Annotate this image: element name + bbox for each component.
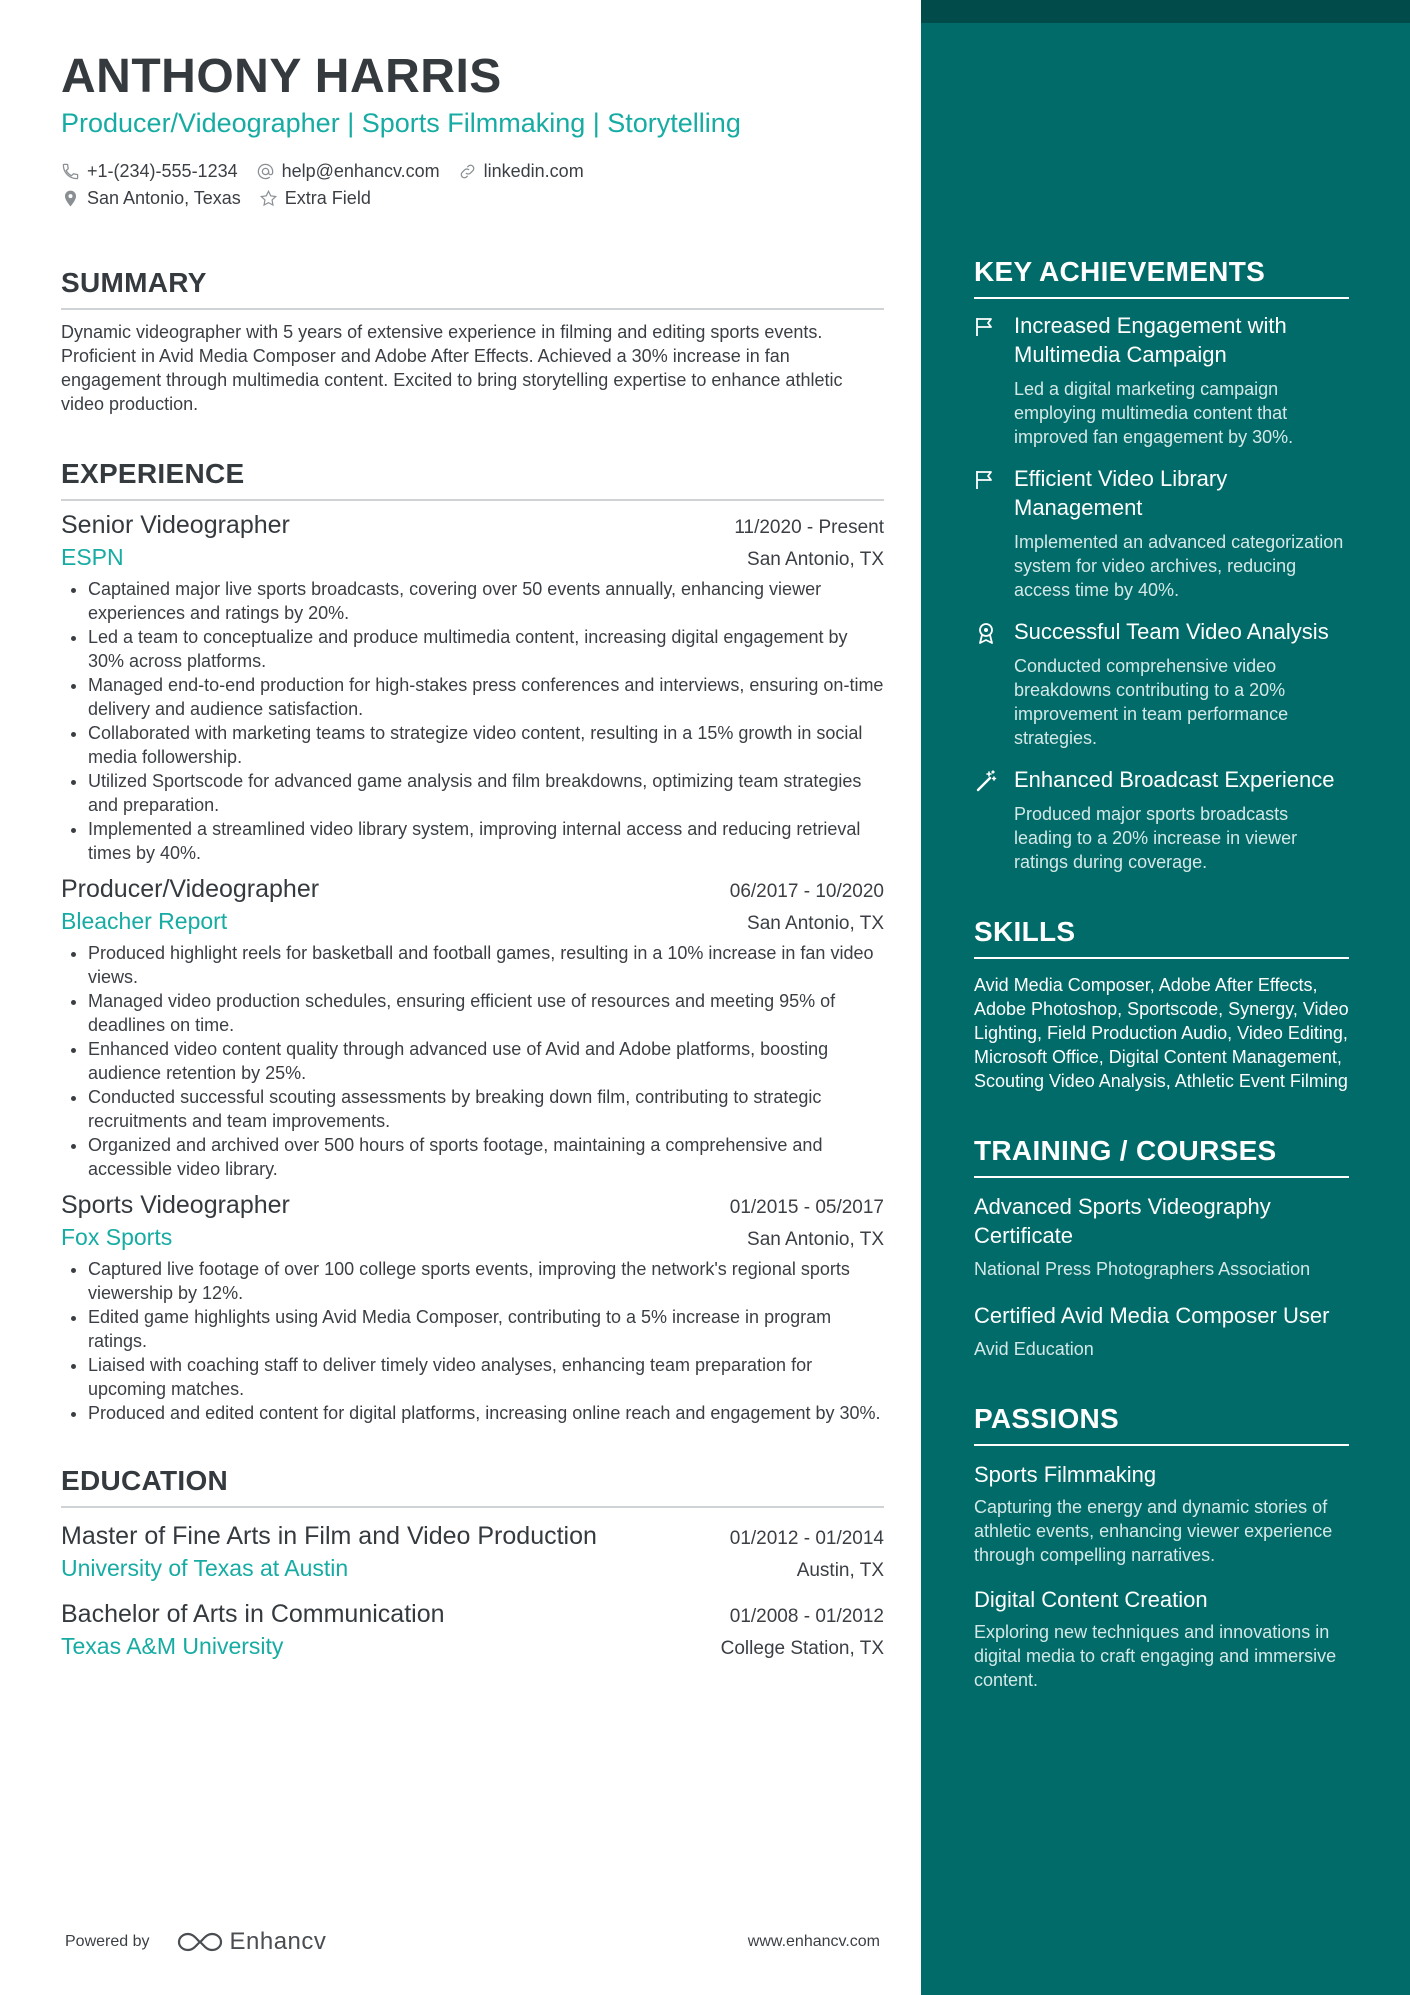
- job-location: San Antonio, TX: [747, 913, 884, 934]
- sidebar-top-band: [921, 0, 1410, 23]
- course-provider: National Press Photographers Association: [974, 1259, 1311, 1279]
- passions-title: PASSIONS: [974, 1403, 1349, 1446]
- training-section: [974, 1135, 1349, 1361]
- bullet: • Produced highlight reels for basketball and football games, resulting in a 10% increase in fan video views.: [88, 941, 884, 989]
- achievement-title: Efficient Video Library Management: [1014, 466, 1228, 520]
- sidebar-column: [974, 256, 1349, 1692]
- achievement-title: Increased Engagement with Multimedia Campaign: [1014, 313, 1287, 367]
- education-entry: [61, 1522, 884, 1582]
- flag-icon: [974, 315, 998, 339]
- school: University of Texas at Austin: [61, 1555, 349, 1581]
- email-text: help@enhancv.com: [281, 161, 440, 181]
- passion-desc: Exploring new techniques and innovations in digital media to craft engaging and immersive content.: [974, 1622, 1337, 1690]
- headline: Producer/Videographer | Sports Filmmaking | Storytelling: [61, 108, 741, 138]
- skills-section: [974, 916, 1349, 1093]
- job-bullets: [61, 941, 884, 1181]
- bullet: • Conducted successful scouting assessments by breaking down film, contributing to strategic recruitments and team improvements.: [88, 1085, 884, 1133]
- achievement-desc: Implemented an advanced categorization system for video archives, reducing access time by 40%.: [1014, 532, 1344, 600]
- location-contact: [61, 188, 241, 209]
- experience-section: [61, 458, 884, 1425]
- course-title: Advanced Sports Videography Certificate: [974, 1194, 1271, 1248]
- powered-by: [65, 1928, 326, 1956]
- link-icon: [458, 162, 477, 181]
- contact-info: [61, 158, 884, 212]
- location-pin-icon: [61, 189, 80, 208]
- bullet: • Managed end-to-end production for high-stakes press conferences and interviews, ensuring on-time delivery and audience satisfaction.: [88, 673, 884, 721]
- experience-title: EXPERIENCE: [61, 458, 884, 501]
- job-dates: 01/2015 - 05/2017: [729, 1197, 884, 1218]
- extra-field-text: Extra Field: [284, 188, 371, 208]
- education-title: EDUCATION: [61, 1465, 884, 1508]
- bullet: • Captained major live sports broadcasts, covering over 50 events annually, enhancing viewer experiences and ratings by 20%.: [88, 577, 884, 625]
- job-role: Senior Videographer: [61, 511, 290, 539]
- job-bullets: [61, 1257, 884, 1425]
- candidate-name: ANTHONY HARRIS: [61, 50, 502, 103]
- linkedin-text: linkedin.com: [483, 161, 584, 181]
- email-contact[interactable]: [256, 161, 440, 182]
- bullet: • Led a team to conceptualize and produce multimedia content, increasing digital engagement by 30% across platforms.: [88, 625, 884, 673]
- job-role: Sports Videographer: [61, 1191, 290, 1219]
- job-role: Producer/Videographer: [61, 875, 320, 903]
- job-company: Bleacher Report: [61, 908, 228, 934]
- achievements-section: [974, 256, 1349, 874]
- passion-title: Sports Filmmaking: [974, 1462, 1157, 1487]
- bullet: • Implemented a streamlined video library system, improving internal access and reducing retrieval times by 40%.: [88, 817, 884, 865]
- summary-title: SUMMARY: [61, 267, 884, 310]
- job-entry: [61, 511, 884, 865]
- enhancv-logo-icon: [176, 1929, 224, 1955]
- summary-text: Dynamic videographer with 5 years of extensive experience in filming and editing sports events. Proficient in Avid Media Composer and Adobe After Effects. Achieved a 30% increase in fan engagement through multimedia content. Excited to bring storytelling expertise to enhance athletic video production.: [61, 322, 843, 414]
- course-item: [974, 1192, 1349, 1281]
- bullet: • Produced and edited content for digital platforms, increasing online reach and engagement by 30%.: [88, 1401, 884, 1425]
- edu-location: Austin, TX: [796, 1560, 884, 1581]
- brand-name: Enhancv: [229, 1928, 327, 1955]
- bullet: • Enhanced video content quality through advanced use of Avid and Adobe platforms, boosting audience retention by 25%.: [88, 1037, 884, 1085]
- phone-contact[interactable]: [61, 161, 238, 182]
- award-icon: [974, 621, 998, 645]
- bullet: • Organized and archived over 500 hours of sports footage, maintaining a comprehensive and accessible video library.: [88, 1133, 884, 1181]
- job-dates: 11/2020 - Present: [734, 517, 884, 538]
- bullet: • Edited game highlights using Avid Media Composer, contributing to a 5% increase in program ratings.: [88, 1305, 884, 1353]
- education-section: [61, 1465, 884, 1660]
- achievement-desc: Led a digital marketing campaign employing multimedia content that improved fan engagement by 30%.: [1014, 379, 1294, 447]
- passion-item: [974, 1460, 1349, 1567]
- edu-location: College Station, TX: [720, 1638, 884, 1659]
- achievement-item: [974, 464, 1349, 602]
- flag-icon: [974, 468, 998, 492]
- at-icon: [256, 162, 275, 181]
- job-entry: [61, 875, 884, 1181]
- job-entry: [61, 1191, 884, 1425]
- passion-desc: Capturing the energy and dynamic stories of athletic events, enhancing viewer experience through compelling narratives.: [974, 1497, 1333, 1565]
- skills-text: Avid Media Composer, Adobe After Effects, Adobe Photoshop, Sportscode, Synergy, Video Lighting, Field Production Audio, Video Editing, Microsoft Office, Digital Content Management, Scouting Video Analysis, Athletic Event Filming: [974, 975, 1349, 1091]
- bullet: • Liaised with coaching staff to deliver timely video analyses, enhancing team preparation for upcoming matches.: [88, 1353, 884, 1401]
- achievement-item: [974, 617, 1349, 750]
- bullet: • Captured live footage of over 100 college sports events, improving the network's regional sports viewership by 12%.: [88, 1257, 884, 1305]
- passion-title: Digital Content Creation: [974, 1587, 1208, 1612]
- course-title: Certified Avid Media Composer User: [974, 1303, 1330, 1328]
- job-location: San Antonio, TX: [747, 1229, 884, 1250]
- school: Texas A&M University: [61, 1633, 284, 1659]
- course-item: [974, 1301, 1349, 1361]
- passion-item: [974, 1585, 1349, 1692]
- achievement-item: [974, 765, 1349, 874]
- job-dates: 06/2017 - 10/2020: [729, 881, 884, 902]
- edu-dates: 01/2008 - 01/2012: [729, 1606, 884, 1627]
- magic-wand-icon: [974, 769, 998, 793]
- achievements-title: KEY ACHIEVEMENTS: [974, 256, 1349, 299]
- brand-logo[interactable]: [176, 1928, 327, 1956]
- education-entry: [61, 1600, 884, 1660]
- course-provider: Avid Education: [974, 1339, 1094, 1359]
- job-location: San Antonio, TX: [747, 549, 884, 570]
- star-icon: [259, 189, 278, 208]
- linkedin-contact[interactable]: [458, 161, 584, 182]
- powered-by-text: Powered by: [65, 1933, 150, 1950]
- degree: Bachelor of Arts in Communication: [61, 1600, 445, 1628]
- main-column: [61, 48, 884, 1660]
- location-text: San Antonio, Texas: [87, 188, 241, 208]
- edu-dates: 01/2012 - 01/2014: [729, 1528, 884, 1549]
- skills-title: SKILLS: [974, 916, 1349, 959]
- job-company: ESPN: [61, 544, 124, 570]
- website-link[interactable]: www.enhancv.com: [747, 1933, 880, 1950]
- bullet: • Collaborated with marketing teams to strategize video content, resulting in a 15% growth in social media followership.: [88, 721, 884, 769]
- achievement-desc: Conducted comprehensive video breakdowns contributing to a 20% improvement in team performance strategies.: [1014, 656, 1289, 748]
- extra-field: [259, 188, 371, 209]
- degree: Master of Fine Arts in Film and Video Production: [61, 1522, 597, 1550]
- training-title: TRAINING / COURSES: [974, 1135, 1349, 1178]
- bullet: • Managed video production schedules, ensuring efficient use of resources and meeting 95% of deadlines on time.: [88, 989, 884, 1037]
- passions-section: [974, 1403, 1349, 1692]
- job-company: Fox Sports: [61, 1224, 173, 1250]
- job-bullets: [61, 577, 884, 865]
- achievement-desc: Produced major sports broadcasts leading to a 20% increase in viewer ratings during coverage.: [1014, 804, 1298, 872]
- phone-text: +1-(234)-555-1234: [87, 161, 238, 181]
- footer: [65, 1926, 880, 1958]
- achievement-title: Successful Team Video Analysis: [1014, 619, 1329, 644]
- achievement-title: Enhanced Broadcast Experience: [1014, 767, 1335, 792]
- bullet: • Utilized Sportscode for advanced game analysis and film breakdowns, optimizing team strategies and preparation.: [88, 769, 884, 817]
- summary-section: [61, 267, 884, 416]
- phone-icon: [61, 162, 80, 181]
- achievement-item: [974, 311, 1349, 449]
